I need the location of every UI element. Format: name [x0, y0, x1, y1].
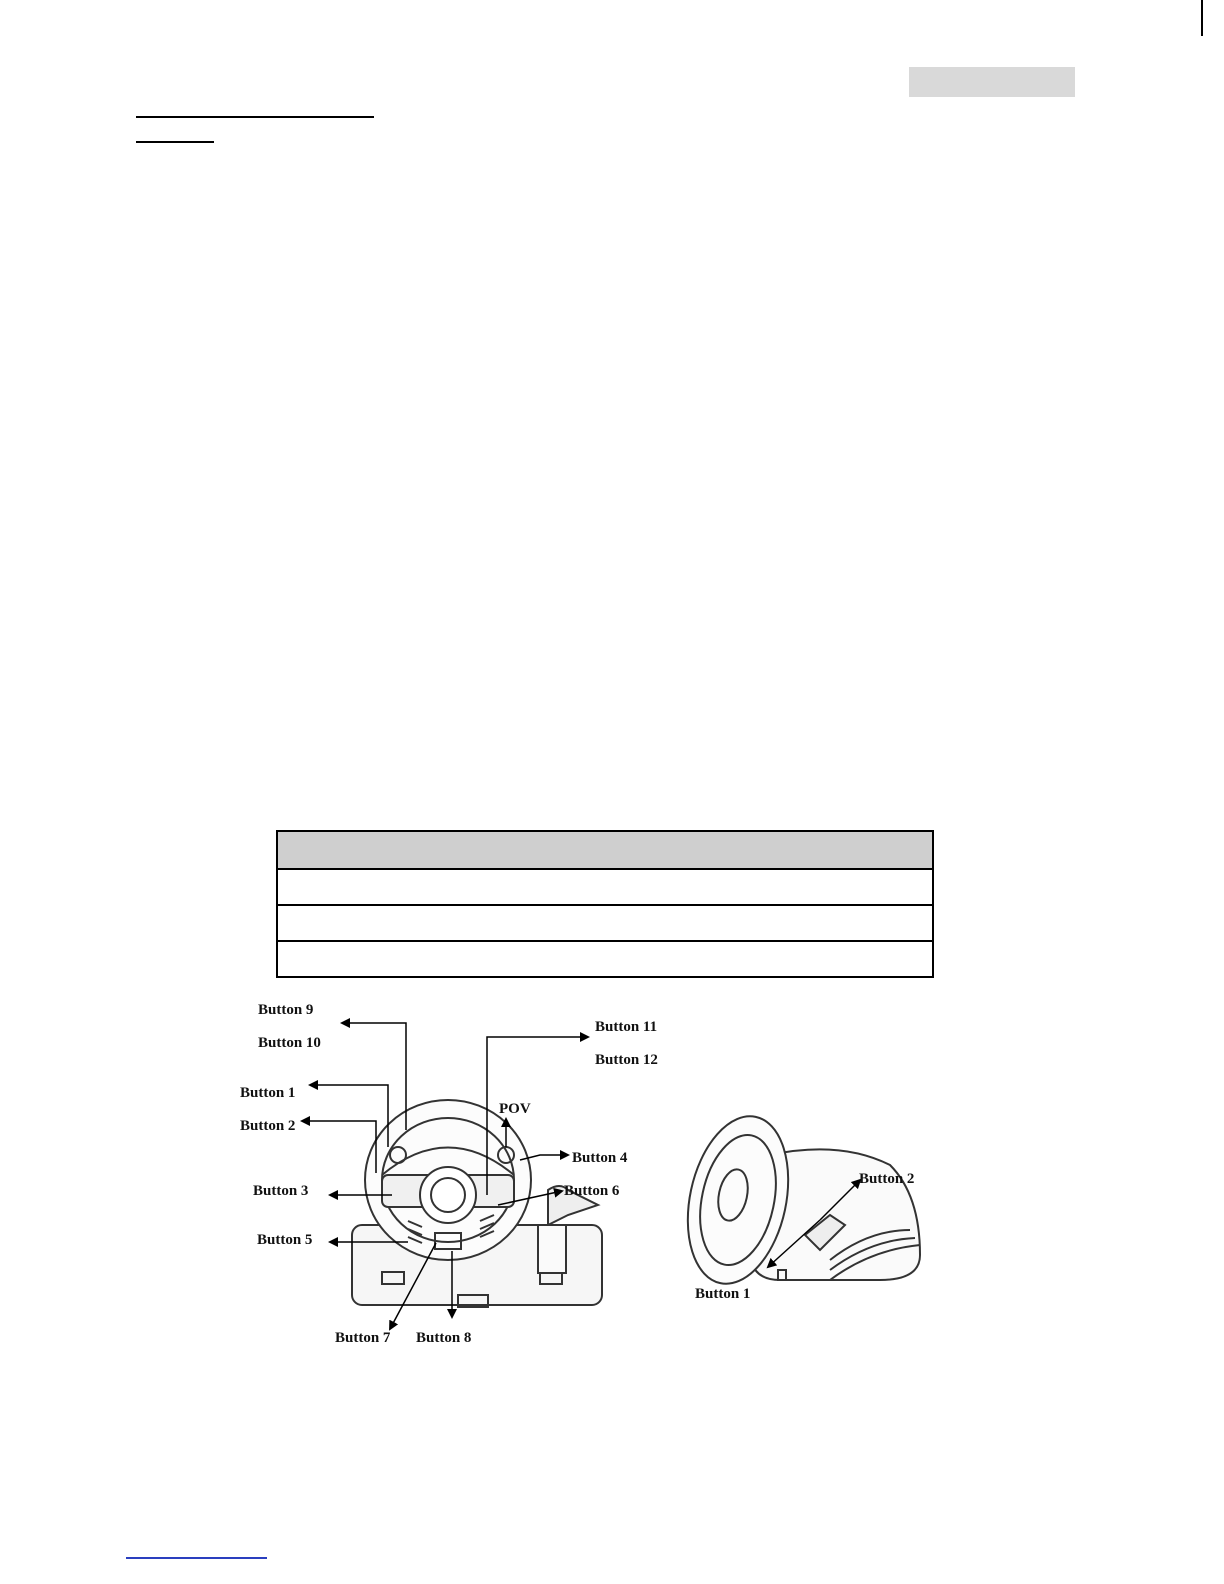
- page-corner-rule: [1201, 0, 1203, 36]
- arrow-button2: [302, 1121, 376, 1173]
- heading-underline: [136, 116, 374, 118]
- label-button4: Button 4: [572, 1150, 628, 1166]
- label-side-button1: Button 1: [695, 1286, 751, 1302]
- spec-table: [276, 830, 934, 978]
- wheel-button-diagram: [230, 995, 950, 1350]
- wheel-diagram-svg: [230, 995, 950, 1350]
- spec-table-row: [278, 942, 932, 976]
- label-button12: Button 12: [595, 1052, 658, 1068]
- arrow-button9-10: [342, 1023, 406, 1130]
- label-button10: Button 10: [258, 1035, 321, 1051]
- header-shaded-box: [909, 67, 1075, 97]
- spec-table-row: [278, 906, 932, 942]
- heading-underline-short: [136, 141, 214, 143]
- label-side-button2: Button 2: [859, 1171, 915, 1187]
- label-button3: Button 3: [253, 1183, 309, 1199]
- label-button9: Button 9: [258, 1002, 314, 1018]
- label-pov: POV: [499, 1101, 531, 1117]
- label-button8: Button 8: [416, 1330, 472, 1346]
- label-button6: Button 6: [564, 1183, 620, 1199]
- wheel-hub: [420, 1167, 476, 1223]
- label-button11: Button 11: [595, 1019, 658, 1035]
- label-button2: Button 2: [240, 1118, 296, 1134]
- front-wheel-illustration: [352, 1100, 602, 1307]
- shifter-housing: [538, 1225, 566, 1273]
- label-button7: Button 7: [335, 1330, 391, 1346]
- footer-link-underline[interactable]: [126, 1557, 267, 1559]
- spec-table-header: [278, 832, 932, 870]
- label-button5: Button 5: [257, 1232, 313, 1248]
- label-button1: Button 1: [240, 1085, 296, 1101]
- spec-table-row: [278, 870, 932, 906]
- side-wheel-illustration: [673, 1107, 920, 1293]
